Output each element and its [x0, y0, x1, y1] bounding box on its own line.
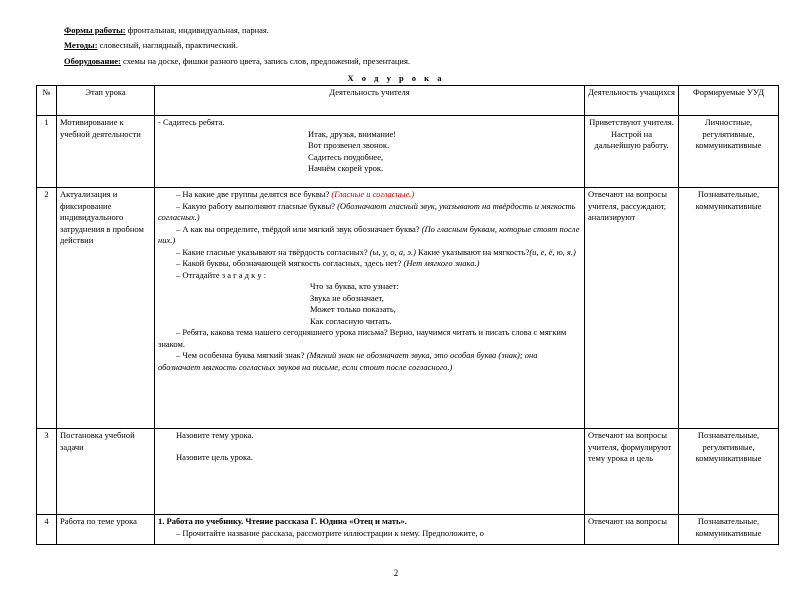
- table-row: [37, 188, 779, 429]
- riddle-intro: – Отгадайте з а г а д к у :: [176, 269, 267, 280]
- question-line: [158, 201, 581, 224]
- riddle-line: Что за буква, кто узнает:: [310, 281, 399, 291]
- row-number: 2: [37, 188, 57, 429]
- answer-text: (Нет мягкого знака.): [403, 258, 480, 268]
- question-text: – А как вы определите, твёрдой или мягкий звук обозначает буква?: [176, 223, 422, 234]
- row-number: 3: [37, 429, 57, 515]
- lesson-title: Х о д у р о к а: [347, 73, 445, 83]
- table-header-row: [37, 86, 779, 116]
- uud-cell: Познавательные, коммуникативные: [679, 515, 779, 545]
- riddle-line: Звука не обозначает,: [310, 292, 384, 303]
- stage-cell: Работа по теме урока: [57, 515, 155, 545]
- section-heading: 1. Работа по учебнику. Чтение рассказа Г. Юдина «Отец и мать».: [158, 516, 407, 526]
- lesson-plan-table: [36, 85, 779, 545]
- equipment-label: Оборудование:: [64, 56, 121, 66]
- answer-text: (и, е, ё, ю, я.): [529, 246, 576, 257]
- poem-line: Итак, друзья, внимание!: [308, 128, 397, 139]
- table-row: [37, 429, 779, 515]
- stage-cell: Мотивирование к учебной деятельности: [57, 116, 155, 188]
- row-number: 1: [37, 116, 57, 188]
- table-row: [37, 116, 779, 188]
- answer-text: (Гласные и согласные.): [331, 189, 415, 199]
- methods-line: [64, 40, 238, 51]
- uud-cell: Познавательные, регулятивные, коммуникативные: [679, 429, 779, 515]
- uud-cell: Личностные, регулятивные, коммуникативные: [679, 116, 779, 188]
- teacher-cell: [155, 515, 585, 545]
- riddle-line: Как согласную читать.: [310, 315, 392, 326]
- forms-label: Формы работы:: [64, 25, 126, 35]
- forms-line: [64, 25, 269, 36]
- students-cell: Приветствуют учителя. Настрой на дальнейшую работу.: [585, 116, 679, 188]
- question-text: – Какую работу выполняют гласные буквы?: [176, 200, 338, 211]
- col-header-stage: Этап урока: [57, 86, 155, 116]
- teacher-line: Назовите цель урока.: [176, 451, 253, 462]
- equipment-line: [64, 56, 410, 67]
- question-line: – Ребята, какова тема нашего сегодняшнего урока письма? Верно, научимся читать и писать слова с мягким знаком.: [158, 327, 567, 349]
- riddle-line: Может только показать,: [310, 304, 396, 314]
- question-text: – На какие две группы делятся все буквы?: [176, 189, 332, 199]
- poem-line: Садитесь поудобнее,: [308, 151, 384, 162]
- equipment-text: схемы на доске, фишки разного цвета, запись слов, предложений, презентация.: [120, 56, 411, 66]
- stage-cell: Актуализация и фиксирование индивидуального затруднения в пробном действии: [57, 188, 155, 429]
- table-row: [37, 515, 779, 545]
- students-cell: Отвечают на вопросы учителя, формулируют тему урока и цель: [585, 429, 679, 515]
- question-text: – Чем особенна буква мягкий знак?: [176, 350, 307, 360]
- col-header-teacher: Деятельность учителя: [155, 86, 585, 116]
- question-text: Какие указывают на мягкость?: [415, 246, 530, 257]
- question-line: [158, 189, 581, 201]
- question-line: [158, 247, 581, 259]
- col-header-students: Деятельность учащихся: [585, 86, 679, 116]
- question-line: [158, 258, 581, 270]
- methods-label: Методы:: [64, 40, 98, 50]
- students-cell: Отвечают на вопросы: [585, 515, 679, 545]
- forms-text: фронтальная, индивидуальная, парная.: [125, 25, 269, 35]
- col-header-uud: Формируемые УУД: [679, 86, 779, 116]
- teacher-cell: [155, 429, 585, 515]
- poem-line: Вот прозвенел звонок.: [308, 140, 390, 150]
- question-line: [158, 350, 581, 373]
- answer-text: (ы, у, о, а, э.): [369, 246, 416, 257]
- question-text: – Какой буквы, обозначающей мягкость согласных, здесь нет?: [176, 258, 404, 268]
- teacher-cell: [155, 188, 585, 429]
- answer-text: (По гласным буквам, которые стоят после них.): [158, 223, 580, 245]
- row-number: 4: [37, 515, 57, 545]
- page-number: 2: [393, 568, 399, 578]
- teacher-line: - Садитесь ребята.: [158, 117, 225, 127]
- poem-line: Начнём скорей урок.: [308, 163, 384, 173]
- stage-cell: Постановка учебной задачи: [57, 429, 155, 515]
- answer-text: (Мягкий знак не обозначает звука, это особая буква (знак); она обозначает мягкость согласных звуков на письме, если стоит после согласного.): [158, 350, 538, 372]
- question-text: – Какие гласные указывают на твёрдость согласных?: [176, 246, 370, 257]
- teacher-cell: [155, 116, 585, 188]
- col-header-num: №: [37, 86, 57, 116]
- students-cell: Отвечают на вопросы учителя, рассуждают, анализируют: [585, 188, 679, 429]
- uud-cell: Познавательные, коммуникативные: [679, 188, 779, 429]
- methods-text: словесный, наглядный, практический.: [97, 40, 238, 50]
- answer-text: (Обозначают гласный звук, указывают на твёрдость и мягкость согласных.): [158, 200, 576, 222]
- question-line: [158, 224, 581, 247]
- teacher-line: – Прочитайте название рассказа, рассмотрите иллюстрации к нему. Предположите, о: [176, 527, 484, 538]
- teacher-line: Назовите тему урока.: [176, 430, 254, 440]
